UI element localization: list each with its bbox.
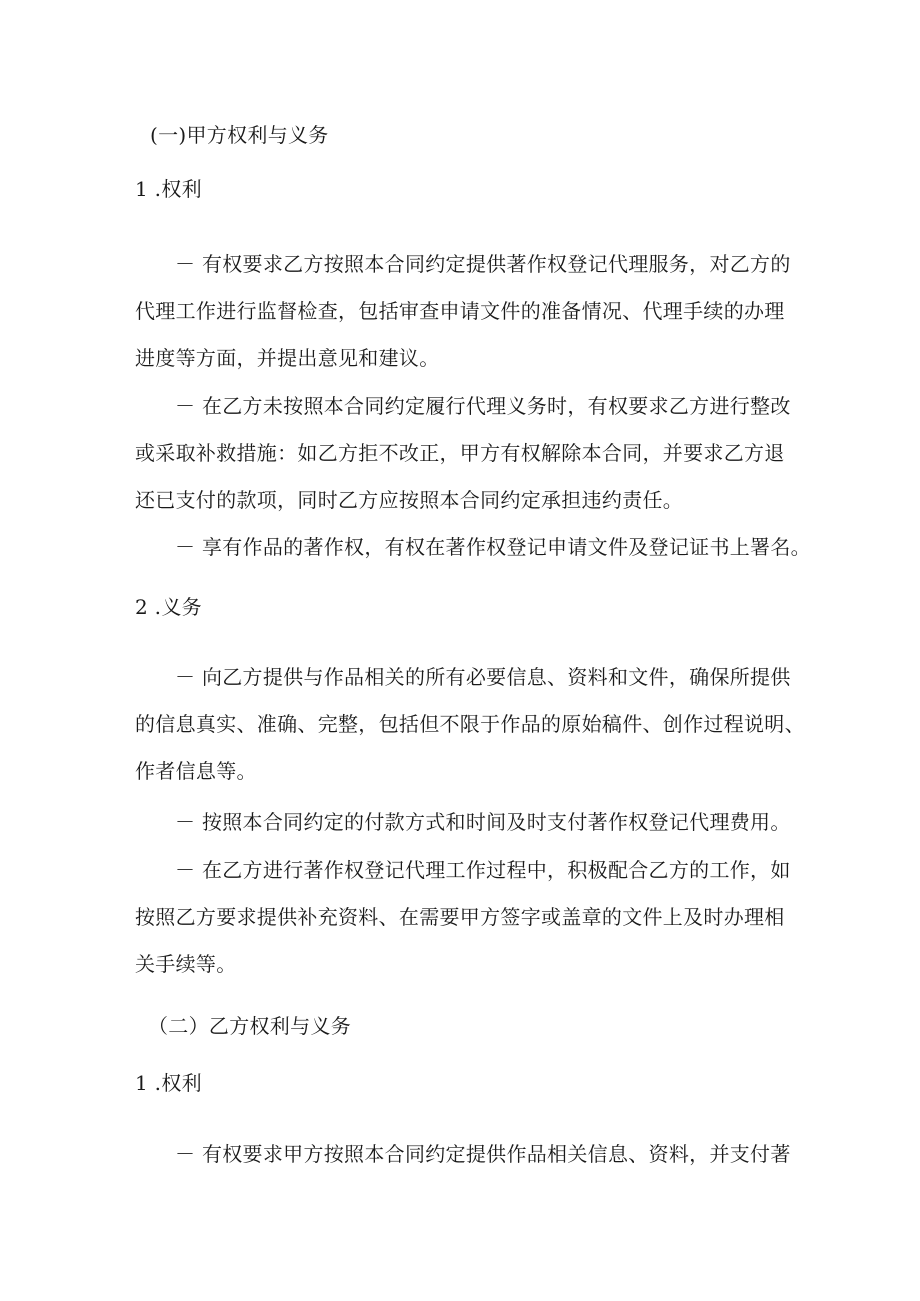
text-line: － 有权要求乙方按照本合同约定提供著作权登记代理服务，对乙方的 xyxy=(175,252,791,276)
text-line: 还已支付的款项，同时乙方应按照本合同约定承担违约责任。 xyxy=(135,488,684,512)
text-line: － 在乙方未按照本合同约定履行代理义务时，有权要求乙方进行整改 xyxy=(175,394,791,418)
section-a-title: (一)甲方权利与义务 xyxy=(150,123,329,147)
text-line: 按照乙方要求提供补充资料、在需要甲方签字或盖章的文件上及时办理相 xyxy=(135,905,785,929)
text-line: 的信息真实、准确、完整，包括但不限于作品的原始稿件、创作过程说明、 xyxy=(135,712,805,736)
text-line: 代理工作进行监督检查，包括审查申请文件的准备情况、代理手续的办理 xyxy=(135,299,785,323)
section-a-duties-heading: 2 .义务 xyxy=(135,595,202,619)
section-b-title: （二）乙方权利与义务 xyxy=(148,1014,351,1038)
text-line: － 在乙方进行著作权登记代理工作过程中，积极配合乙方的工作，如 xyxy=(175,858,791,882)
section-a-rights-heading: 1 .权利 xyxy=(135,177,202,201)
text-line: － 向乙方提供与作品相关的所有必要信息、资料和文件，确保所提供 xyxy=(175,665,791,689)
text-line: 或采取补救措施：如乙方拒不改正，甲方有权解除本合同，并要求乙方退 xyxy=(135,441,785,465)
text-line: 进度等方面，并提出意见和建议。 xyxy=(135,346,440,370)
section-b-rights-heading: 1 .权利 xyxy=(135,1071,202,1095)
text-line: － 有权要求甲方按照本合同约定提供作品相关信息、资料，并支付著 xyxy=(175,1142,791,1166)
text-line: － 享有作品的著作权，有权在著作权登记申请文件及登记证书上署名。 xyxy=(175,535,811,559)
text-line: 关手续等。 xyxy=(135,952,237,976)
text-line: 作者信息等。 xyxy=(135,759,257,783)
text-line: － 按照本合同约定的付款方式和时间及时支付著作权登记代理费用。 xyxy=(175,810,791,834)
